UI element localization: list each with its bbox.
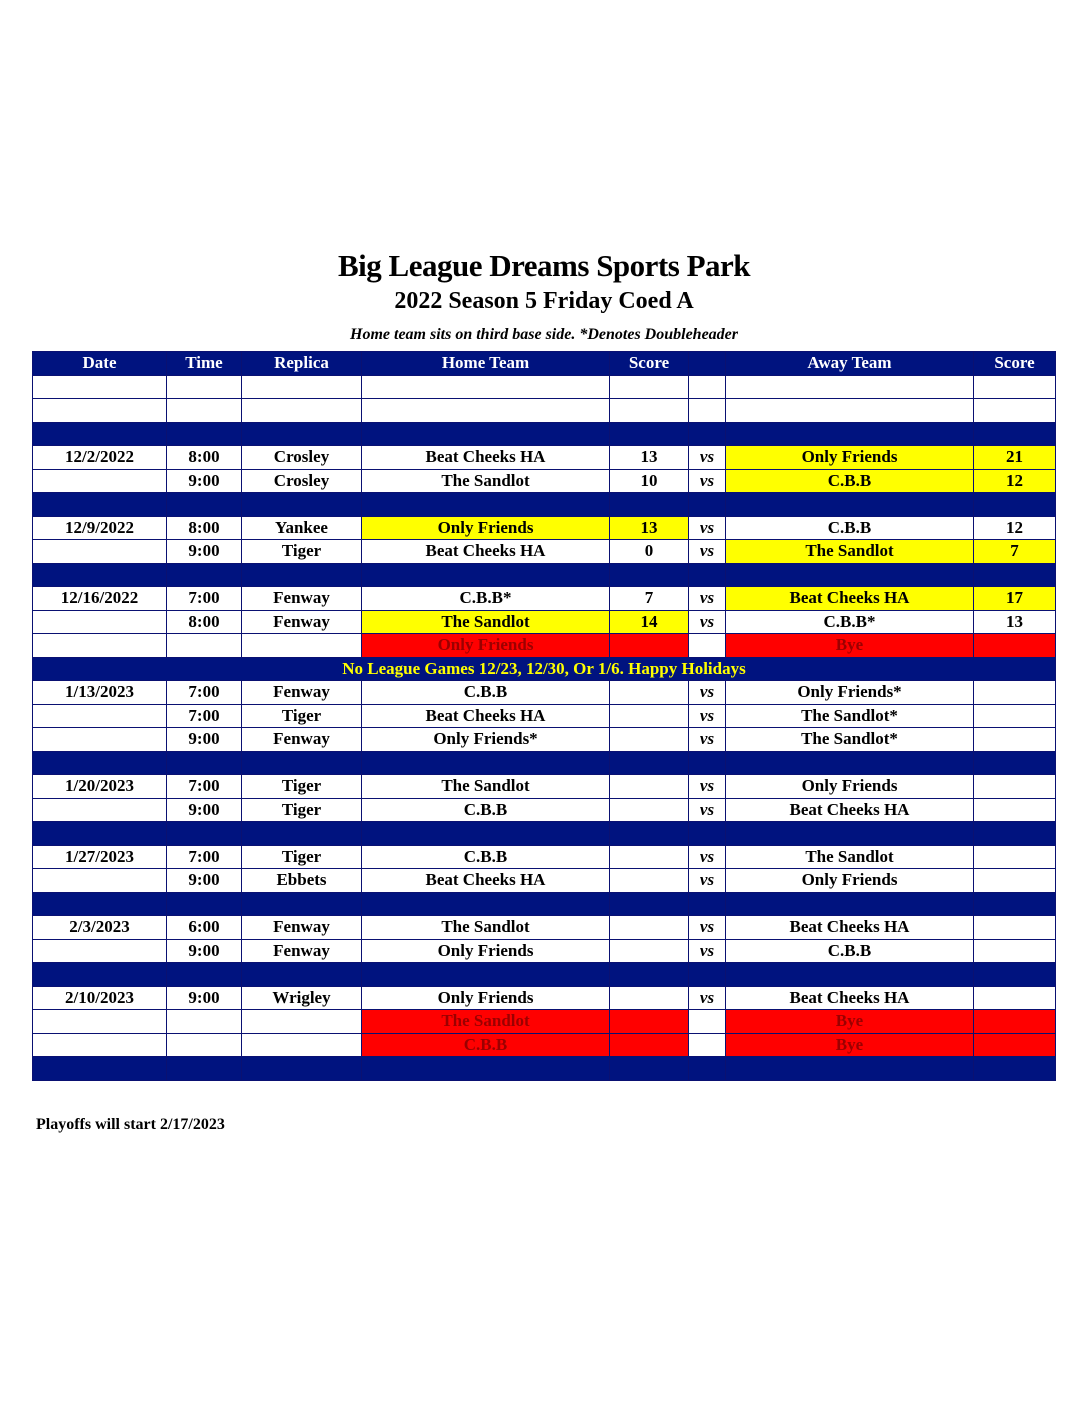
empty-cell xyxy=(689,375,726,399)
time-cell: 6:00 xyxy=(167,916,242,940)
away-team-cell: Beat Cheeks HA xyxy=(726,916,974,940)
replica-cell: Tiger xyxy=(242,540,362,564)
empty-cell xyxy=(610,822,689,846)
time-cell: 9:00 xyxy=(167,798,242,822)
game-row xyxy=(33,540,1056,564)
date-cell xyxy=(33,469,167,493)
playoffs-note: Playoffs will start 2/17/2023 xyxy=(36,1116,225,1133)
home-score-cell xyxy=(610,681,689,705)
date-cell: 12/16/2022 xyxy=(33,587,167,611)
home-team-cell: The Sandlot xyxy=(362,610,610,634)
home-score-cell xyxy=(610,704,689,728)
empty-cell xyxy=(362,963,610,987)
home-team-cell: Beat Cheeks HA xyxy=(362,704,610,728)
empty-cell xyxy=(689,563,726,587)
home-score-cell xyxy=(610,916,689,940)
time-cell: 7:00 xyxy=(167,775,242,799)
home-team-cell: C.B.B xyxy=(362,845,610,869)
game-row xyxy=(33,845,1056,869)
col-header-date: Date xyxy=(33,352,167,376)
empty-cell xyxy=(33,493,167,517)
empty-cell xyxy=(974,822,1056,846)
date-cell: 12/9/2022 xyxy=(33,516,167,540)
vs-cell: vs xyxy=(689,610,726,634)
empty-cell xyxy=(974,399,1056,423)
home-team-cell: Beat Cheeks HA xyxy=(362,446,610,470)
replica-cell: Wrigley xyxy=(242,986,362,1010)
time-cell: 9:00 xyxy=(167,469,242,493)
separator-row xyxy=(33,963,1056,987)
away-score-cell: 12 xyxy=(974,516,1056,540)
game-row xyxy=(33,516,1056,540)
empty-cell xyxy=(242,422,362,446)
away-score-cell: 12 xyxy=(974,469,1056,493)
away-score-cell xyxy=(974,634,1056,658)
replica-cell: Fenway xyxy=(242,587,362,611)
game-row xyxy=(33,939,1056,963)
away-score-cell xyxy=(974,798,1056,822)
vs-cell: vs xyxy=(689,798,726,822)
replica-cell: Fenway xyxy=(242,916,362,940)
away-team-cell: Beat Cheeks HA xyxy=(726,587,974,611)
home-team-cell: Beat Cheeks HA xyxy=(362,869,610,893)
col-header-home-team: Home Team xyxy=(362,352,610,376)
time-cell: 9:00 xyxy=(167,540,242,564)
date-cell: 1/20/2023 xyxy=(33,775,167,799)
empty-cell xyxy=(610,563,689,587)
empty-cell xyxy=(242,751,362,775)
empty-cell xyxy=(167,751,242,775)
date-cell: 1/13/2023 xyxy=(33,681,167,705)
away-score-cell: 21 xyxy=(974,446,1056,470)
schedule-table xyxy=(32,351,1056,1081)
empty-cell xyxy=(242,1057,362,1081)
home-score-cell: 13 xyxy=(610,516,689,540)
game-row xyxy=(33,469,1056,493)
empty-cell xyxy=(689,963,726,987)
away-team-cell: C.B.B xyxy=(726,516,974,540)
home-score-cell: 10 xyxy=(610,469,689,493)
home-team-cell: C.B.B* xyxy=(362,587,610,611)
home-score-cell xyxy=(610,634,689,658)
empty-cell xyxy=(362,563,610,587)
blank-row xyxy=(33,399,1056,423)
empty-cell xyxy=(974,751,1056,775)
empty-cell xyxy=(974,493,1056,517)
game-row xyxy=(33,728,1056,752)
col-header-home-score: Score xyxy=(610,352,689,376)
empty-cell xyxy=(33,399,167,423)
time-cell: 7:00 xyxy=(167,681,242,705)
game-row xyxy=(33,446,1056,470)
home-score-cell xyxy=(610,1010,689,1034)
date-cell xyxy=(33,798,167,822)
vs-cell: vs xyxy=(689,704,726,728)
schedule-note: Home team sits on third base side. *Denotes Doubleheader xyxy=(350,326,738,343)
separator-row xyxy=(33,892,1056,916)
away-team-cell: The Sandlot xyxy=(726,845,974,869)
empty-cell xyxy=(974,892,1056,916)
replica-cell: Fenway xyxy=(242,610,362,634)
away-team-cell: Beat Cheeks HA xyxy=(726,986,974,1010)
empty-cell xyxy=(726,375,974,399)
away-score-cell xyxy=(974,1033,1056,1057)
date-cell xyxy=(33,939,167,963)
date-cell xyxy=(33,704,167,728)
empty-cell xyxy=(167,493,242,517)
time-cell: 8:00 xyxy=(167,446,242,470)
empty-cell xyxy=(726,422,974,446)
separator-row xyxy=(33,751,1056,775)
vs-cell: vs xyxy=(689,845,726,869)
empty-cell xyxy=(167,375,242,399)
bye-row xyxy=(33,1033,1056,1057)
empty-cell xyxy=(726,399,974,423)
empty-cell xyxy=(726,963,974,987)
date-cell: 12/2/2022 xyxy=(33,446,167,470)
replica-cell: Fenway xyxy=(242,681,362,705)
empty-cell xyxy=(362,422,610,446)
away-team-cell: Only Friends xyxy=(726,775,974,799)
away-team-cell: Beat Cheeks HA xyxy=(726,798,974,822)
date-cell xyxy=(33,1033,167,1057)
time-cell: 7:00 xyxy=(167,704,242,728)
vs-cell: vs xyxy=(689,469,726,493)
vs-cell: vs xyxy=(689,728,726,752)
away-team-cell: Bye xyxy=(726,634,974,658)
replica-cell: Crosley xyxy=(242,446,362,470)
home-team-cell: C.B.B xyxy=(362,1033,610,1057)
away-team-cell: C.B.B xyxy=(726,469,974,493)
empty-cell xyxy=(167,1057,242,1081)
home-team-cell: Only Friends xyxy=(362,939,610,963)
away-score-cell: 7 xyxy=(974,540,1056,564)
game-row xyxy=(33,798,1056,822)
empty-cell xyxy=(689,422,726,446)
game-row xyxy=(33,986,1056,1010)
replica-cell: Crosley xyxy=(242,469,362,493)
col-header-away-team: Away Team xyxy=(726,352,974,376)
empty-cell xyxy=(726,563,974,587)
empty-cell xyxy=(167,399,242,423)
empty-cell xyxy=(610,375,689,399)
empty-cell xyxy=(974,563,1056,587)
away-score-cell xyxy=(974,1010,1056,1034)
game-row xyxy=(33,704,1056,728)
empty-cell xyxy=(726,751,974,775)
empty-cell xyxy=(362,751,610,775)
separator-row xyxy=(33,493,1056,517)
separator-row xyxy=(33,563,1056,587)
empty-cell xyxy=(726,1057,974,1081)
separator-row xyxy=(33,1057,1056,1081)
date-cell xyxy=(33,540,167,564)
page-title: Big League Dreams Sports Park xyxy=(337,248,751,283)
holiday-notice-row xyxy=(33,657,1056,681)
replica-cell xyxy=(242,634,362,658)
vs-cell: vs xyxy=(689,939,726,963)
empty-cell xyxy=(33,422,167,446)
empty-cell xyxy=(33,1057,167,1081)
game-row xyxy=(33,869,1056,893)
vs-cell: vs xyxy=(689,587,726,611)
separator-row xyxy=(33,822,1056,846)
vs-cell xyxy=(689,1033,726,1057)
away-team-cell: The Sandlot* xyxy=(726,704,974,728)
away-score-cell: 17 xyxy=(974,587,1056,611)
empty-cell xyxy=(362,375,610,399)
away-score-cell xyxy=(974,869,1056,893)
away-team-cell: C.B.B* xyxy=(726,610,974,634)
schedule-body xyxy=(33,352,1056,1081)
empty-cell xyxy=(610,1057,689,1081)
date-cell xyxy=(33,728,167,752)
vs-cell xyxy=(689,1010,726,1034)
empty-cell xyxy=(167,963,242,987)
page-subtitle: 2022 Season 5 Friday Coed A xyxy=(394,288,694,314)
empty-cell xyxy=(242,963,362,987)
replica-cell: Tiger xyxy=(242,798,362,822)
empty-cell xyxy=(167,422,242,446)
replica-cell: Tiger xyxy=(242,775,362,799)
away-team-cell: Only Friends xyxy=(726,446,974,470)
replica-cell: Fenway xyxy=(242,728,362,752)
replica-cell: Yankee xyxy=(242,516,362,540)
empty-cell xyxy=(610,751,689,775)
empty-cell xyxy=(689,892,726,916)
empty-cell xyxy=(610,493,689,517)
away-score-cell xyxy=(974,728,1056,752)
replica-cell: Ebbets xyxy=(242,869,362,893)
away-team-cell: Bye xyxy=(726,1010,974,1034)
home-team-cell: Only Friends* xyxy=(362,728,610,752)
col-header-vs xyxy=(689,352,726,376)
empty-cell xyxy=(726,822,974,846)
empty-cell xyxy=(33,963,167,987)
empty-cell xyxy=(33,751,167,775)
empty-cell xyxy=(242,399,362,423)
empty-cell xyxy=(362,822,610,846)
time-cell: 8:00 xyxy=(167,516,242,540)
col-header-replica: Replica xyxy=(242,352,362,376)
empty-cell xyxy=(362,892,610,916)
empty-cell xyxy=(242,892,362,916)
date-cell xyxy=(33,634,167,658)
home-score-cell xyxy=(610,845,689,869)
date-cell: 2/10/2023 xyxy=(33,986,167,1010)
vs-cell xyxy=(689,634,726,658)
home-score-cell: 7 xyxy=(610,587,689,611)
home-team-cell: Only Friends xyxy=(362,516,610,540)
empty-cell xyxy=(362,399,610,423)
time-cell: 9:00 xyxy=(167,939,242,963)
empty-cell xyxy=(610,892,689,916)
home-score-cell: 0 xyxy=(610,540,689,564)
time-cell xyxy=(167,1033,242,1057)
home-team-cell: Only Friends xyxy=(362,986,610,1010)
empty-cell xyxy=(974,422,1056,446)
empty-cell xyxy=(726,892,974,916)
vs-cell: vs xyxy=(689,681,726,705)
empty-cell xyxy=(610,963,689,987)
away-score-cell: 13 xyxy=(974,610,1056,634)
holiday-notice: No League Games 12/23, 12/30, Or 1/6. Happy Holidays xyxy=(33,657,1056,681)
game-row xyxy=(33,610,1056,634)
empty-cell xyxy=(689,399,726,423)
replica-cell xyxy=(242,1010,362,1034)
home-score-cell xyxy=(610,986,689,1010)
away-score-cell xyxy=(974,986,1056,1010)
empty-cell xyxy=(362,1057,610,1081)
date-cell xyxy=(33,869,167,893)
date-cell xyxy=(33,1010,167,1034)
away-team-cell: C.B.B xyxy=(726,939,974,963)
home-team-cell: Only Friends xyxy=(362,634,610,658)
empty-cell xyxy=(167,563,242,587)
empty-cell xyxy=(242,822,362,846)
empty-cell xyxy=(33,822,167,846)
empty-cell xyxy=(33,563,167,587)
time-cell: 9:00 xyxy=(167,869,242,893)
empty-cell xyxy=(33,375,167,399)
home-team-cell: C.B.B xyxy=(362,681,610,705)
blank-row xyxy=(33,375,1056,399)
empty-cell xyxy=(689,751,726,775)
game-row xyxy=(33,775,1056,799)
home-score-cell: 14 xyxy=(610,610,689,634)
empty-cell xyxy=(689,493,726,517)
away-score-cell xyxy=(974,916,1056,940)
date-cell: 1/27/2023 xyxy=(33,845,167,869)
away-score-cell xyxy=(974,775,1056,799)
vs-cell: vs xyxy=(689,869,726,893)
time-cell: 7:00 xyxy=(167,845,242,869)
empty-cell xyxy=(167,822,242,846)
home-score-cell xyxy=(610,869,689,893)
vs-cell: vs xyxy=(689,540,726,564)
home-team-cell: C.B.B xyxy=(362,798,610,822)
separator-row xyxy=(33,422,1056,446)
away-team-cell: Bye xyxy=(726,1033,974,1057)
date-cell: 2/3/2023 xyxy=(33,916,167,940)
bye-row xyxy=(33,634,1056,658)
empty-cell xyxy=(689,1057,726,1081)
bye-row xyxy=(33,1010,1056,1034)
vs-cell: vs xyxy=(689,775,726,799)
vs-cell: vs xyxy=(689,446,726,470)
away-team-cell: The Sandlot xyxy=(726,540,974,564)
empty-cell xyxy=(362,493,610,517)
home-score-cell: 13 xyxy=(610,446,689,470)
time-cell: 9:00 xyxy=(167,986,242,1010)
home-team-cell: The Sandlot xyxy=(362,469,610,493)
replica-cell: Tiger xyxy=(242,704,362,728)
game-row xyxy=(33,587,1056,611)
home-team-cell: The Sandlot xyxy=(362,775,610,799)
home-score-cell xyxy=(610,939,689,963)
replica-cell: Tiger xyxy=(242,845,362,869)
home-team-cell: The Sandlot xyxy=(362,1010,610,1034)
empty-cell xyxy=(610,399,689,423)
vs-cell: vs xyxy=(689,986,726,1010)
header-row xyxy=(33,352,1056,376)
date-cell xyxy=(33,610,167,634)
home-score-cell xyxy=(610,775,689,799)
home-team-cell: The Sandlot xyxy=(362,916,610,940)
vs-cell: vs xyxy=(689,916,726,940)
empty-cell xyxy=(610,422,689,446)
home-score-cell xyxy=(610,728,689,752)
empty-cell xyxy=(33,892,167,916)
time-cell: 9:00 xyxy=(167,728,242,752)
empty-cell xyxy=(242,563,362,587)
away-score-cell xyxy=(974,681,1056,705)
replica-cell xyxy=(242,1033,362,1057)
game-row xyxy=(33,916,1056,940)
empty-cell xyxy=(974,375,1056,399)
empty-cell xyxy=(726,493,974,517)
away-team-cell: The Sandlot* xyxy=(726,728,974,752)
away-team-cell: Only Friends xyxy=(726,869,974,893)
empty-cell xyxy=(689,822,726,846)
replica-cell: Fenway xyxy=(242,939,362,963)
col-header-time: Time xyxy=(167,352,242,376)
home-team-cell: Beat Cheeks HA xyxy=(362,540,610,564)
time-cell: 8:00 xyxy=(167,610,242,634)
vs-cell: vs xyxy=(689,516,726,540)
time-cell xyxy=(167,634,242,658)
away-score-cell xyxy=(974,704,1056,728)
away-score-cell xyxy=(974,845,1056,869)
empty-cell xyxy=(974,963,1056,987)
away-team-cell: Only Friends* xyxy=(726,681,974,705)
empty-cell xyxy=(974,1057,1056,1081)
col-header-away-score: Score xyxy=(974,352,1056,376)
time-cell xyxy=(167,1010,242,1034)
home-score-cell xyxy=(610,798,689,822)
home-score-cell xyxy=(610,1033,689,1057)
time-cell: 7:00 xyxy=(167,587,242,611)
empty-cell xyxy=(167,892,242,916)
game-row xyxy=(33,681,1056,705)
empty-cell xyxy=(242,375,362,399)
away-score-cell xyxy=(974,939,1056,963)
empty-cell xyxy=(242,493,362,517)
